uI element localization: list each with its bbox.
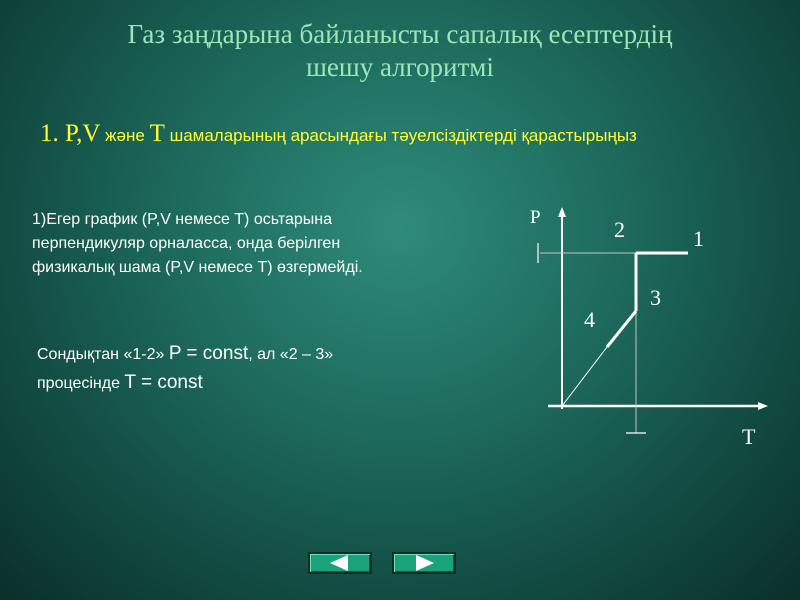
axis-label-p: P: [530, 207, 541, 228]
equation-t-const: T = const: [124, 372, 203, 393]
rule-line-2: перпендикуляр орналасса, онда берілген: [32, 235, 341, 252]
subtitle-rest: шамаларының арасындағы тәуелсіздіктерді қарастырыңыз: [164, 126, 637, 145]
conclusion-line-2: [37, 369, 467, 398]
x-axis-arrow: [758, 402, 768, 410]
point-label-3: 3: [650, 285, 661, 310]
conclusion: [37, 340, 467, 398]
slide-title: [40, 18, 760, 84]
next-slide-button[interactable]: [392, 552, 456, 574]
process-4-3: [607, 311, 636, 347]
rule-line-3: физикалық шама (P,V немесе T) өзгермейді.: [32, 259, 363, 276]
point-label-4: 4: [584, 307, 595, 332]
conclusion-line2-lead: процесінде: [37, 375, 125, 392]
subtitle-t: T: [149, 120, 165, 147]
triangle-left-icon: [310, 554, 370, 572]
subtitle: [40, 120, 780, 148]
title-line-1: Газ заңдарына байланысты сапалық есептердің: [127, 19, 673, 49]
point-label-2: 2: [614, 217, 625, 242]
rule-line-1: 1)Егер график (P,V немесе T) осьтарына: [32, 211, 332, 228]
conclusion-mid: , ал «2 – 3»: [248, 346, 334, 363]
title-line-2: шешу алгоритмі: [306, 52, 494, 82]
subtitle-prefix: 1. P,V: [40, 120, 101, 147]
y-axis-arrow: [558, 207, 566, 217]
conclusion-lead: Сондықтан «1-2»: [37, 346, 169, 363]
process-origin-line: [562, 347, 607, 406]
prev-slide-button[interactable]: [308, 552, 372, 574]
subtitle-joiner: және: [100, 126, 150, 145]
triangle-right-icon: [394, 554, 454, 572]
equation-p-const: P = const: [168, 343, 249, 364]
conclusion-line-1: [37, 340, 467, 369]
point-label-1: 1: [693, 226, 704, 251]
rule-paragraph: [32, 208, 472, 280]
pt-diagram: [520, 195, 780, 455]
axis-label-t: T: [742, 424, 756, 449]
